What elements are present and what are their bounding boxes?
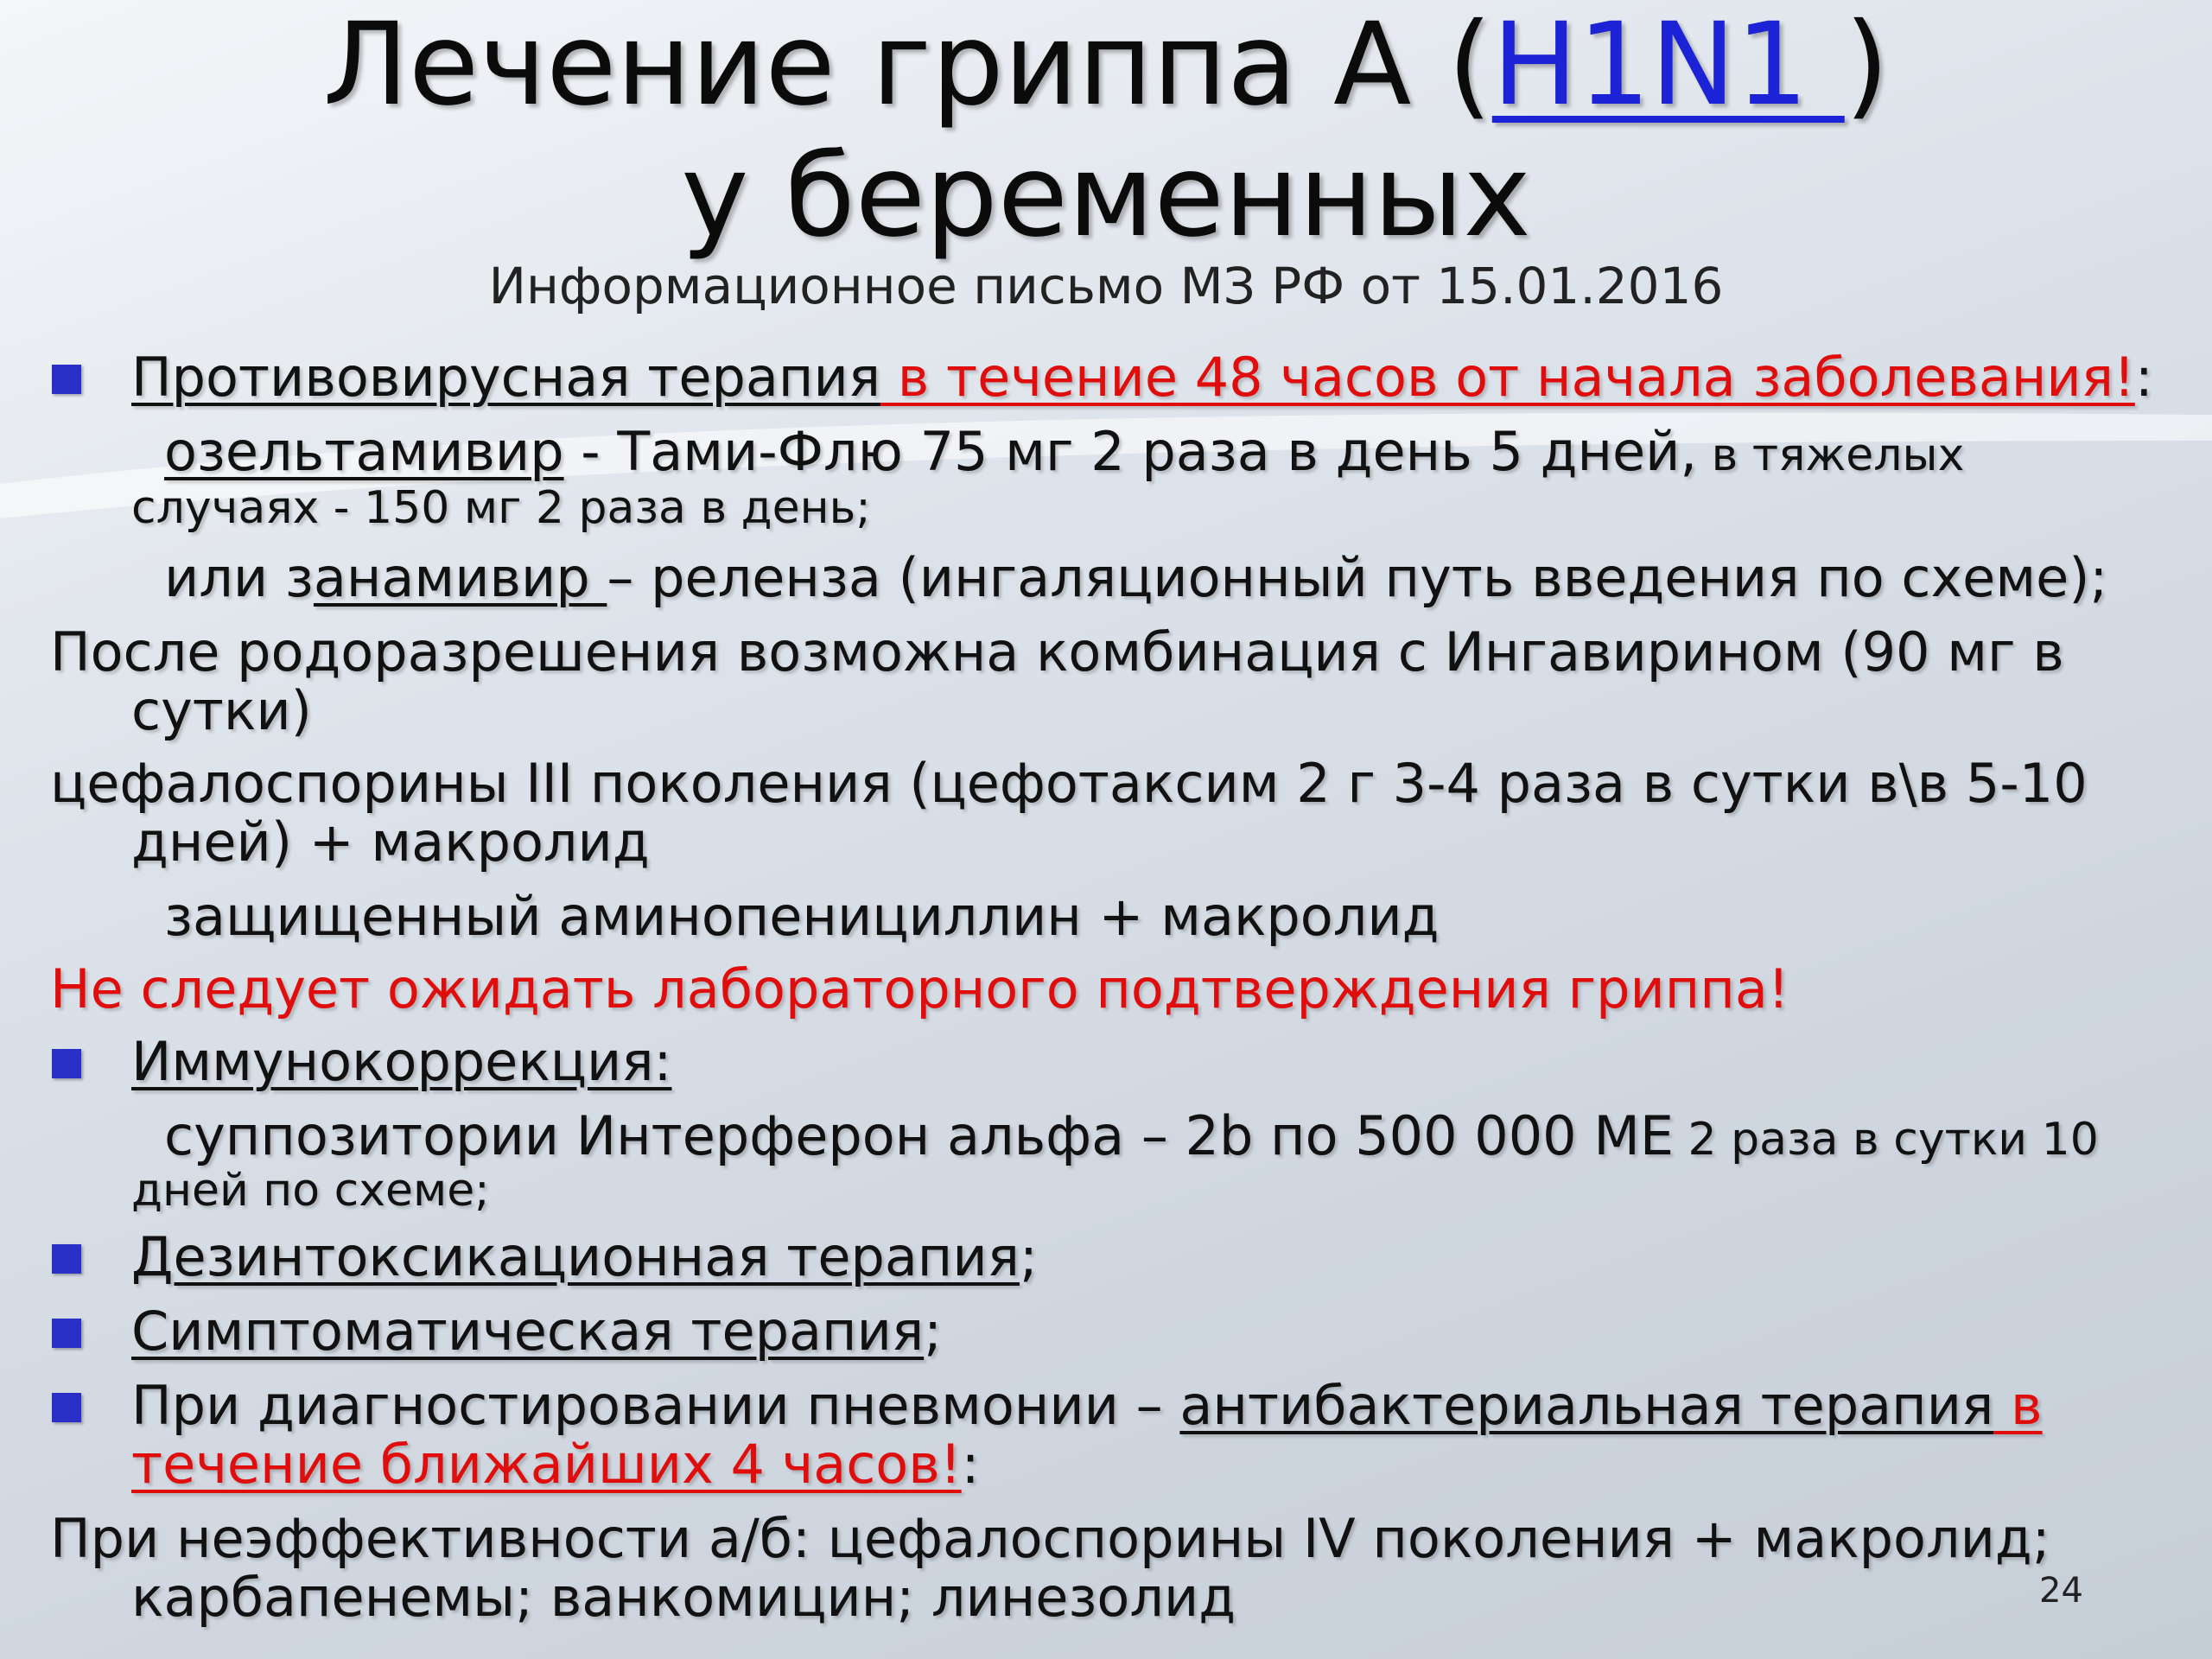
- cephalosporins-line1: цефалоспорины III поколения (цефотаксим 2 г 3-4 раза в сутки в\в 5-10: [50, 752, 2088, 815]
- interferon-schedule: 2 раза в сутки 10: [1674, 1114, 2099, 1166]
- slide-title: [0, 0, 2212, 130]
- detox-line: [131, 1227, 1038, 1287]
- oseltamivir-severe: в тяжелых: [1697, 429, 1965, 481]
- symptomatic-tail: ;: [924, 1300, 943, 1363]
- interferon-dose: суппозитории Интерферон альфа – 2b по 500 000 МЕ: [164, 1104, 1674, 1167]
- zanamivir-line: [164, 548, 2107, 608]
- postpartum-line2: сутки): [131, 679, 312, 742]
- interferon-line2: дней по схеме;: [131, 1165, 490, 1217]
- antiviral-timing: в течение 48 часов от начала заболевания!: [880, 346, 2135, 409]
- zanamivir-name: анамивир: [313, 546, 607, 609]
- antiviral-colon: :: [2134, 346, 2153, 409]
- oseltamivir-dose: - Тами-Флю 75 мг 2 раза в день 5 дней,: [563, 420, 1698, 483]
- zanamivir-prefix: или з: [164, 546, 314, 609]
- pneumonia-prefix: При диагностировании пневмонии –: [131, 1374, 1180, 1437]
- pneumonia-timing-end: течение ближайших 4 часов!: [131, 1433, 962, 1496]
- oseltamivir-line: [164, 422, 1964, 483]
- detox-tail: ;: [1019, 1225, 1038, 1288]
- immuno-label-text: Иммунокоррекция:: [131, 1030, 672, 1093]
- symptomatic-line: [131, 1301, 942, 1362]
- bullet-icon: [52, 1319, 81, 1348]
- h1n1-link[interactable]: H1N1: [1491, 0, 1845, 131]
- bullet-icon: [52, 365, 81, 394]
- pneumonia-line1: [131, 1376, 2043, 1436]
- pneumonia-line2: [131, 1434, 980, 1495]
- bullet-icon: [52, 1049, 81, 1078]
- immuno-label: [131, 1032, 671, 1092]
- antiviral-label: Противовирусная терапия: [131, 346, 881, 409]
- pneumonia-timing-start: в: [1993, 1374, 2043, 1437]
- ineffective-line2: карбапенемы; ванкомицин; линезолид: [131, 1566, 1236, 1629]
- oseltamivir-severe-cont: случаях - 150 мг 2 раза в день;: [131, 482, 871, 534]
- slide-title-line2: у беременных: [681, 130, 1531, 263]
- cephalosporins-line2: дней) + макролид: [131, 810, 650, 874]
- detox-label: Дезинтоксикационная терапия: [131, 1225, 1020, 1288]
- zanamivir-rest: – реленза (ингаляционный путь введения по схеме);: [607, 546, 2108, 609]
- slide-subtitle: Информационное письмо МЗ РФ от 15.01.2016: [488, 257, 1724, 315]
- title-suffix: ): [1844, 0, 1890, 131]
- aminopenicillin-line: защищенный аминопенициллин + макролид: [164, 885, 1440, 948]
- interferon-line: [164, 1106, 2099, 1167]
- pneumonia-antibacterial: антибактериальная терапия: [1179, 1374, 1994, 1437]
- pneumonia-colon: :: [961, 1433, 980, 1496]
- page-number: 24: [2039, 1571, 2083, 1611]
- bullet-icon: [52, 1393, 81, 1422]
- bullet-icon: [52, 1244, 81, 1274]
- postpartum-line1: После родоразрешения возможна комбинация с Ингавирином (90 мг в: [50, 620, 2064, 683]
- antiviral-line: [131, 347, 2153, 408]
- symptomatic-label: Симптоматическая терапия: [131, 1300, 925, 1363]
- lab-warning: Не следует ожидать лабораторного подтверждения гриппа!: [50, 957, 1789, 1020]
- ineffective-line1: При неэффективности а/б: цефалоспорины IV поколения + макролид;: [50, 1507, 2050, 1570]
- title-prefix: Лечение гриппа А (: [322, 0, 1492, 131]
- oseltamivir-name: озельтамивир: [164, 420, 564, 483]
